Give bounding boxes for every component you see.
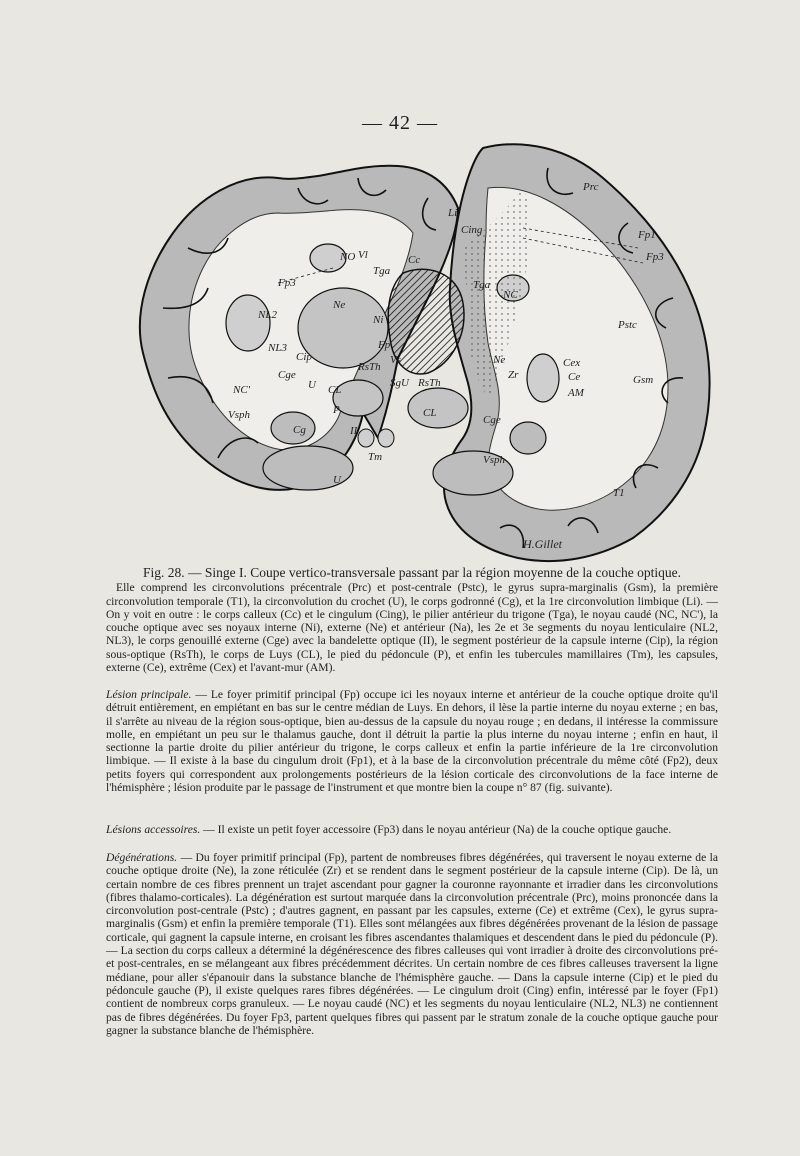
section-text: — Il existe un petit foyer accessoire (Fp3) dans le noyau antérieur (Na) de la couche optique gauche. [200,823,672,836]
brain-section-figure [128,138,718,568]
label-u-bottom: U [333,474,341,486]
label-am: AM [568,387,584,399]
hippocampus-right [510,422,546,454]
label-ce: Ce [568,371,581,383]
label-tm: Tm [368,451,383,463]
section-lesion-principale [106,688,718,794]
label-gsm: Gsm [633,374,654,386]
page-number: — 42 — [362,112,438,134]
label-ne-right: Ne [493,354,506,366]
label-fp3: Fp3 [646,251,664,263]
label-cl-right: CL [423,407,437,419]
figure-caption [106,566,718,674]
lenticular-nucleus-left [226,295,270,351]
label-tga: Tga [373,265,391,277]
label-sgu: SgU [390,377,409,389]
label-vsph-right: Vsph [483,454,505,466]
label-vs: Vs [390,354,401,366]
label-cg: Cg [293,424,306,436]
label-rsth-right: RsTh [418,377,441,389]
label-cl: CL [328,384,342,396]
label-rsth: RsTh [358,361,381,373]
label-pstc: Pstc [618,319,637,331]
label-li: Li [448,207,458,219]
mamillary-body-left [358,429,374,447]
label-p: P [333,404,340,416]
label-ii: II [350,425,358,437]
label-nc: NC [503,289,518,301]
label-cex: Cex [563,357,581,369]
label-tga-right: Tga [473,279,491,291]
section-degenerations [106,851,718,1037]
label-fp: Fp [378,339,391,351]
section-heading: Dégénérations. [106,851,178,864]
label-cge-right: Cge [483,414,501,426]
label-cing: Cing [461,224,483,236]
caption-title: Fig. 28. — Singe I. Coupe vertico-transversale passant par la région moyenne de la couche optique. [143,565,681,580]
section-heading: Lésion principale. [106,688,192,701]
label-vsph: Vsph [228,409,250,421]
label-cge: Cge [278,369,296,381]
label-fp1: Fp1 [638,229,656,241]
label-u: U [308,379,316,391]
label-no: NO [340,251,356,263]
label-fp3-left: Fp3 [278,277,296,289]
section-heading: Lésions accessoires. [106,823,201,836]
brain-section-illustration [128,138,718,568]
label-zr: Zr [508,369,519,381]
label-prc: Prc [583,181,599,193]
section-text: — Du foyer primitif principal (Fp), partent de nombreuses fibres dégénérées, qui traversent le noyau externe de la couche optique droite (Ne), la zone réticulée (Zr) et se rendent dans le segment postérieur de la capsule interne (Cip). De là, un certain nombre de ces fibres prennent un trajet ascendant pour gagner la couronne rayonnante et irradier dans les circonvolutions (fibres thalamo-corticales). La dégénération est surtout marquée dans la circonvolution précentrale (Prc), moins prononcée dans la circonvolution post-centrale (Pstc) ; d'autres gagnent, en passant par les capsules, externe (Ce) et extrême (Cex), le gyrus supra-marginalis (Gsm) et enfin la première temporale (T1). Elles sont mélangées aux fibres dégénérées provenant de la lésion de passage corticale, qui gagnent la capsule interne, en croisant les fibres ascendantes thalamiques et descendent dans le pied du pédoncule (P). — La section du corps calleux a déterminé la dégénérescence des fibres calleuses qui vont irradier à droite des circonvolutions pré- et post-centrales, en se mélangeant aux fibres précédemment décrites. Un certain nombre de ces fibres calleuses traversent la ligne médiane, pour aller s'épanouir dans la substance blanche de l'hémisphère gauche. — Dans la capsule interne (Cip) et le pied du pédoncule gauche (P), il existe quelques rares fibres dégénérées. — Le cingulum droit (Cing) enfin, intéressé par le foyer (Fp1) contient de nombreux corps granuleux. — Le noyau caudé (NC) et les segments du noyau lenticulaire (NL2, NL3) ne contiennent pas de fibres dégénérées. Du foyer Fp3, partent quelques fibres qui passent par le stratum zonale de la couche optique gauche pour gagner la substance blanche de l'hémisphère. [106,851,718,1037]
label-cc: Cc [408,254,421,266]
label-t1: T1 [613,487,625,499]
label-ne: Ne [333,299,346,311]
caption-body: Elle comprend les circonvolutions précentrale (Prc) et post-centrale (Pstc), le gyrus supra-marginalis (Gsm), la première circonvolution temporale (T1), la circonvolution du crochet (U), le corps godronné (Cg), et la 1re circonvolution limbique (Li). — On y voit en outre : le corps calleux (Cc) et le cingulum (Cing), le pilier antérieur du trigone (Tga), le noyau caudé (NC, NC'), la couche optique avec ses noyaux interne (Ni), externe (Ne) et antérieur (Na), les 2e et 3e segments du noyau lenticulaire (NL2, NL3), le corps genouillé externe (Cge) avec la bandelette optique (II), le segment postérieur de la capsule interne (Cip), la région sous-optique (RsTh), le corps de Luys (CL), le pied du pédoncule (P), et enfin les tubercules mamillaires (Tm), les capsules, externe (Ce), extrême (Cex) et l'avant-mur (AM). [106,581,718,675]
label-cip: Cip [296,351,312,363]
lenticular-nucleus-right [527,354,559,402]
mamillary-body-right [378,429,394,447]
section-lesions-accessoires [106,823,718,836]
label-nl2: NL2 [258,309,277,321]
corps-de-luys-right [408,388,468,428]
label-vl: Vl [358,249,368,261]
label-ncp: NC' [233,384,251,396]
label-nl3: NL3 [268,342,287,354]
label-ni: Ni [373,314,384,326]
illustrator-signature: H.Gillet [523,537,562,551]
section-text: — Le foyer primitif principal (Fp) occupe ici les noyaux interne et antérieur de la couche optique droite qu'il détruit entièrement, en empiétant en bas sur le centre médian de Luys. En dehors, il lèse la partie interne du noyau externe ; en bas, il s'arrête au niveau de la région sous-optique, bien au-dessus de la capsule du noyau rouge ; en dedans, il intéresse la commissure molle, en empiétant un peu sur le thalamus gauche, dont il détruit la partie la plus interne du noyau interne ; enfin en haut, il sectionne la partie droite du pilier antérieur du trigone, le corps calleux et enfin la partie inférieure de la 1re circonvolution limbique. — Il existe à la base du cingulum droit (Fp1), et à la base de la circonvolution précentrale du même côté (Fp2), deux petits foyers qui correspondent aux prolongements postérieurs de la lésion corticale des circonvolutions de la face interne de l'hémisphère ; lésion produite par le passage de l'instrument et que montre bien la coupe n° 87 (fig. suivante). [106,688,718,795]
